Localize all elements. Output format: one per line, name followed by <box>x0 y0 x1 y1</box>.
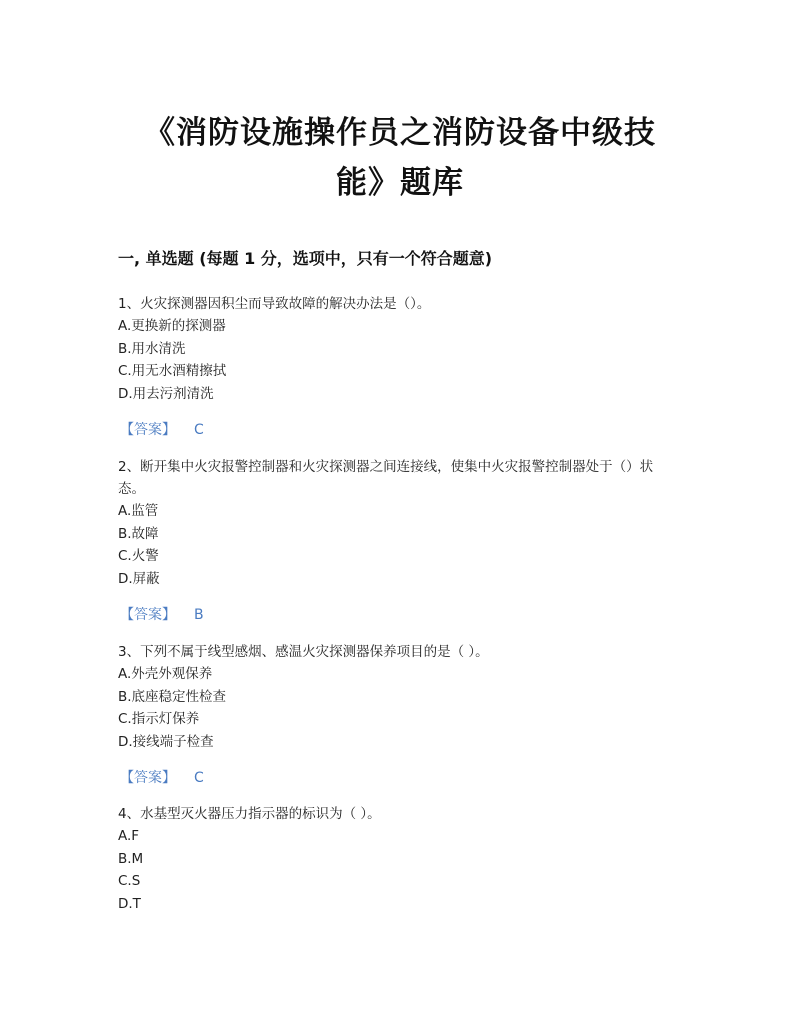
option-d: D.接线端子检查 <box>118 733 214 750</box>
document-title <box>110 108 690 208</box>
answer-line <box>118 604 678 626</box>
option-d: D.T <box>118 895 141 912</box>
question-3 <box>118 641 678 789</box>
question-stem: 4、水基型灭火器压力指示器的标识为（ ）。 <box>118 806 381 822</box>
option-b: B.M <box>118 850 144 867</box>
option-a: A.更换新的探测器 <box>118 318 226 334</box>
question-2 <box>118 456 678 626</box>
question-4 <box>118 803 678 915</box>
section-heading: 一, 单选题 (每题 1 分，选项中，只有一个符合题意) <box>118 249 493 268</box>
question-stem: 2、断开集中火灾报警控制器和火灾探测器之间连接线，使集中火灾报警控制器处于（）状态。 <box>118 459 654 497</box>
answer-line <box>118 419 678 441</box>
option-a: A.外壳外观保养 <box>118 666 213 682</box>
option-d: D.屏蔽 <box>118 570 160 587</box>
option-c: C.指示灯保养 <box>118 711 200 727</box>
answer-value: C <box>194 422 204 438</box>
answer-label: 【答案】 <box>120 607 176 623</box>
answer-value: B <box>194 607 204 623</box>
option-c: C.火警 <box>118 548 159 564</box>
option-d: D.用去污剂清洗 <box>118 385 214 402</box>
question-stem: 1、火灾探测器因积尘而导致故障的解决办法是（）。 <box>118 296 431 312</box>
option-a: A.F <box>118 828 140 844</box>
title-line-1: 《消防设施操作员之消防设备中级技 <box>144 115 656 151</box>
option-c: C.S <box>118 873 141 889</box>
option-c: C.用无水酒精擦拭 <box>118 363 227 379</box>
question-stem: 3、下列不属于线型感烟、感温火灾探测器保养项目的是（ ）。 <box>118 644 489 660</box>
answer-value: C <box>194 770 204 786</box>
title-line-2: 能》题库 <box>336 165 464 201</box>
question-1 <box>118 293 678 441</box>
option-b: B.用水清洗 <box>118 340 186 357</box>
answer-label: 【答案】 <box>120 770 176 786</box>
answer-label: 【答案】 <box>120 422 176 438</box>
answer-line <box>118 767 678 789</box>
option-a: A.监管 <box>118 503 159 519</box>
option-b: B.故障 <box>118 525 159 542</box>
option-b: B.底座稳定性检查 <box>118 688 227 705</box>
